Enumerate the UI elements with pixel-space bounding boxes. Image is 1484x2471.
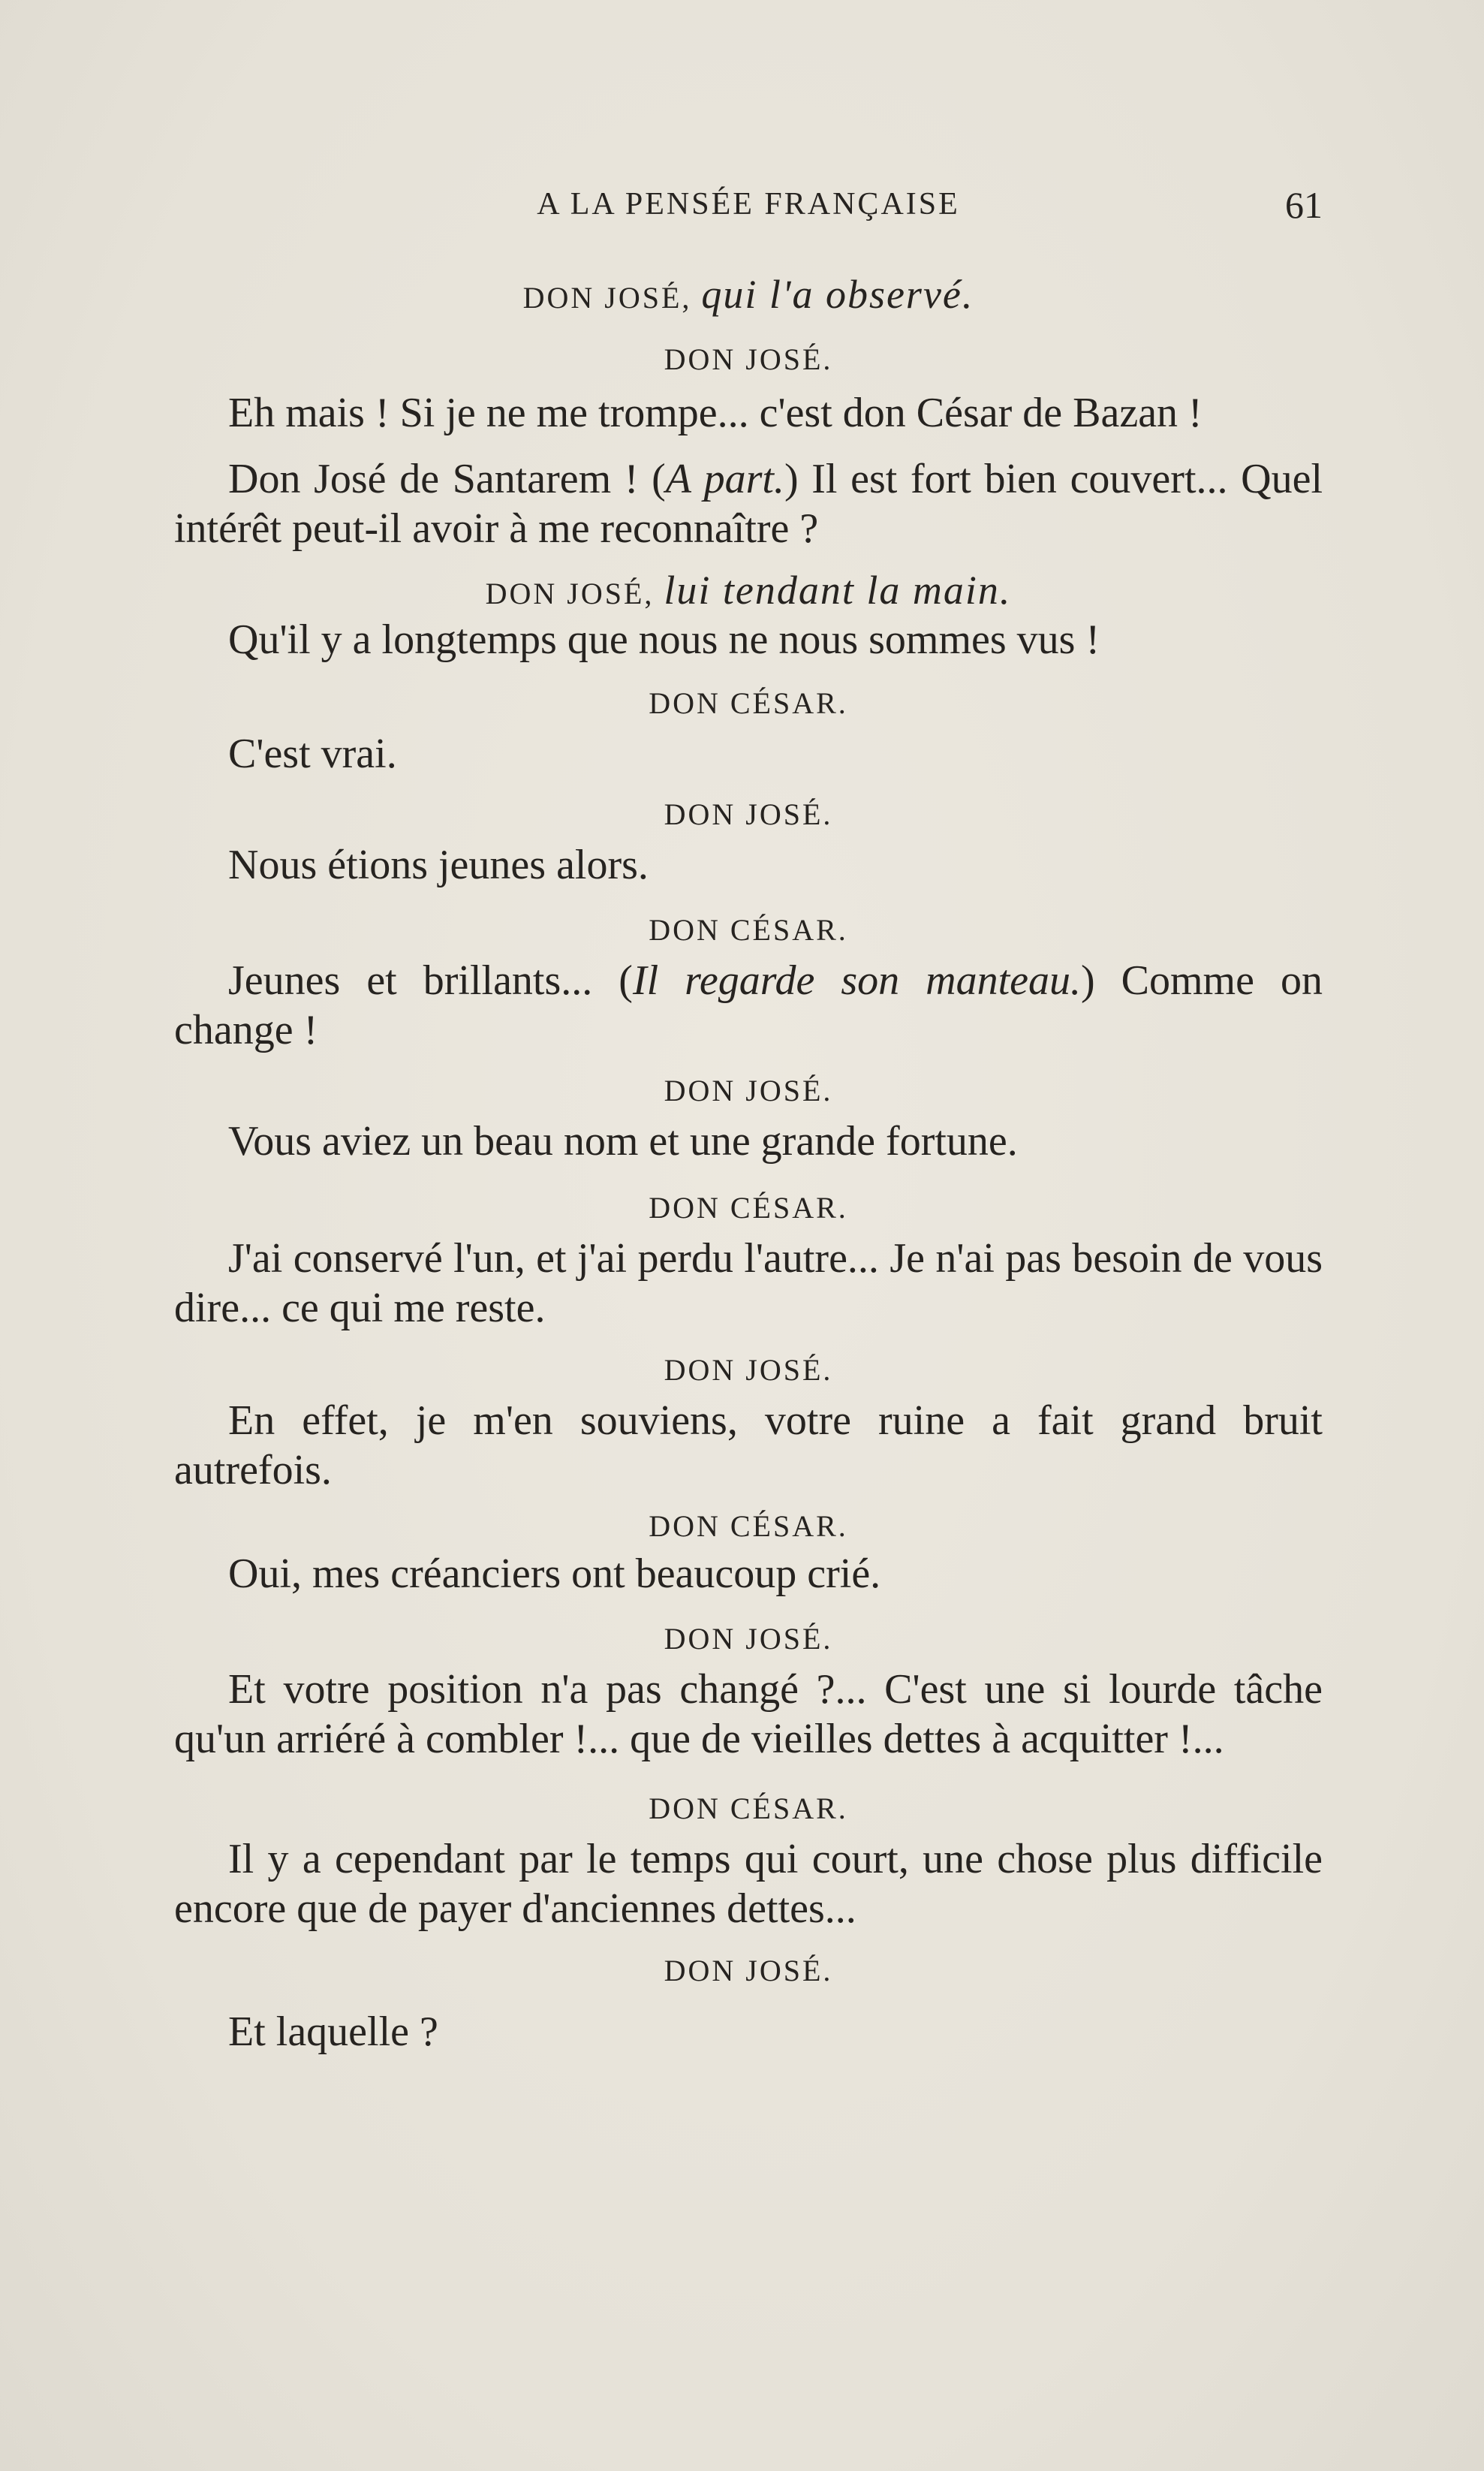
speaker-heading (174, 274, 1323, 315)
speech: Il y a cependant par le temps qui court, une chose plus difficile encore que de payer d'anciennes dettes... (174, 1836, 1323, 1932)
speech: Et laquelle ? (228, 2008, 438, 2055)
speaker-heading (174, 568, 1323, 613)
speaker-heading (174, 1624, 1323, 1654)
speech: En effet, je m'en souviens, votre ruine a fait grand bruit autrefois. (174, 1397, 1323, 1493)
speech: Qu'il y a longtemps que nous ne nous sommes vus ! (228, 616, 1100, 663)
speaker-name: DON JOSÉ, (522, 281, 692, 315)
speaker-name: DON CÉSAR. (649, 1509, 848, 1543)
stage-direction: lui tendant la main. (664, 568, 1012, 613)
speech: Nous étions jeunes alors. (228, 842, 649, 888)
page-number: 61 (1285, 184, 1323, 226)
speaker-name: DON JOSÉ. (664, 1954, 833, 1987)
stage-direction: A part. (665, 456, 784, 502)
speech (174, 956, 1323, 1055)
speech-text: ) Comme on change ! (174, 957, 1323, 1053)
speech: Oui, mes créanciers ont beaucoup crié. (228, 1550, 881, 1597)
speech: Vous aviez un beau nom et une grande fortune. (228, 1118, 1018, 1165)
speaker-name: DON JOSÉ. (664, 1353, 833, 1387)
speaker-heading (174, 915, 1323, 945)
speaker-name: DON CÉSAR. (649, 1791, 848, 1825)
speech: Eh mais ! Si je ne me trompe... c'est don César de Bazan ! (228, 390, 1203, 436)
stage-direction: qui l'a observé. (701, 272, 974, 317)
speaker-heading (174, 1511, 1323, 1541)
speaker-heading (174, 1076, 1323, 1106)
speech: C'est vrai. (228, 731, 397, 777)
speaker-heading (174, 342, 1323, 376)
speaker-heading (174, 797, 1323, 831)
speaker-name: DON JOSÉ. (664, 797, 833, 831)
speaker-name: DON JOSÉ. (664, 342, 833, 376)
speech-text: ) Il est fort bien couvert... Quel intérêt peut-il avoir à me reconnaître ? (174, 456, 1323, 552)
speech: Et votre position n'a pas changé ?... C'est une si lourde tâche qu'un arriéré à combler !... que de vieilles dettes à acquitter !... (174, 1666, 1323, 1762)
speaker-heading (174, 1355, 1323, 1385)
stage-direction: Il regarde son manteau. (632, 957, 1081, 1004)
speaker-name: DON JOSÉ, (485, 577, 655, 610)
speaker-heading (174, 1791, 1323, 1825)
speaker-name: DON JOSÉ. (664, 1074, 833, 1107)
page-header (174, 186, 1323, 239)
speaker-name: DON CÉSAR. (649, 686, 848, 720)
speaker-heading (174, 686, 1323, 720)
speaker-heading (174, 1956, 1323, 1986)
running-title: A LA PENSÉE FRANÇAISE (537, 187, 960, 221)
speech-text: Jeunes et brillants... ( (228, 957, 633, 1004)
speech-text: Don José de Santarem ! ( (228, 456, 666, 502)
speaker-heading (174, 1193, 1323, 1223)
speech: J'ai conservé l'un, et j'ai perdu l'autre... Je n'ai pas besoin de vous dire... ce qui me reste. (174, 1235, 1323, 1331)
speech (174, 454, 1323, 553)
speaker-name: DON JOSÉ. (664, 1622, 833, 1656)
speaker-name: DON CÉSAR. (649, 913, 848, 947)
play-text (174, 274, 1323, 2057)
speaker-name: DON CÉSAR. (649, 1191, 848, 1225)
